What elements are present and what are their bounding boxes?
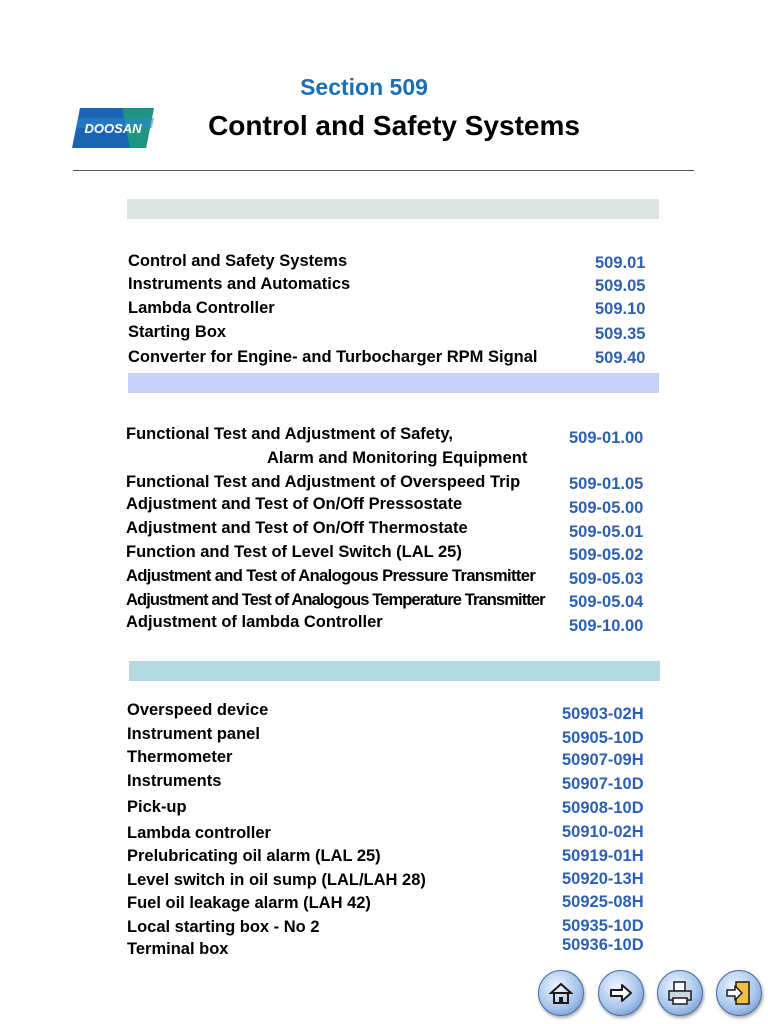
list-item[interactable]: Adjustment and Test of Analogous Temperature Transmitter (126, 591, 545, 609)
list-item-code[interactable]: 50935-10D (562, 917, 644, 935)
list-item-code[interactable]: 509-05.00 (569, 499, 644, 517)
list-item-code[interactable]: 50908-10D (562, 799, 644, 817)
print-button[interactable] (657, 970, 703, 1016)
list-item-code[interactable]: 50920-13H (562, 870, 644, 888)
title-divider (73, 170, 694, 171)
list-item-code[interactable]: 509-01.05 (569, 475, 644, 493)
list-item[interactable]: Adjustment and Test of Analogous Pressure Transmitter (126, 567, 536, 585)
list-item-code[interactable]: 509.05 (595, 277, 646, 295)
list-item[interactable]: Instruments and Automatics (128, 275, 351, 293)
list-item-code[interactable]: 509.10 (595, 300, 646, 318)
section-band-3 (129, 661, 660, 681)
list-item-code[interactable]: 509-01.00 (569, 429, 644, 447)
list-item-code[interactable]: 50936-10D (562, 936, 644, 954)
list-item-code[interactable]: 509.35 (595, 325, 646, 343)
section-label: Section 509 (300, 74, 428, 100)
list-item[interactable]: Starting Box (128, 323, 227, 341)
list-item[interactable]: Level switch in oil sump (LAL/LAH 28) (127, 871, 426, 889)
list-item-code[interactable]: 50905-10D (562, 729, 644, 747)
list-item-continuation[interactable]: Alarm and Monitoring Equipment (267, 449, 528, 467)
list-item-code[interactable]: 50903-02H (562, 705, 644, 723)
list-item[interactable]: Instruments (127, 772, 222, 790)
list-item[interactable]: Thermometer (127, 748, 233, 766)
list-item-code[interactable]: 509.01 (595, 254, 646, 272)
list-item-code[interactable]: 509-05.02 (569, 546, 644, 564)
list-item-code[interactable]: 509.40 (595, 349, 646, 367)
list-item[interactable]: Instrument panel (127, 725, 260, 743)
page-title: Control and Safety Systems (208, 110, 580, 141)
list-item-code[interactable]: 50907-09H (562, 751, 644, 769)
list-item[interactable]: Prelubricating oil alarm (LAL 25) (127, 847, 381, 865)
exit-button[interactable] (716, 970, 762, 1016)
list-item-code[interactable]: 509-10.00 (569, 617, 644, 635)
section-band-1 (127, 199, 659, 219)
doosan-logo (72, 108, 154, 148)
list-item[interactable]: Function and Test of Level Switch (LAL 25) (126, 543, 462, 561)
list-item[interactable]: Fuel oil leakage alarm (LAH 42) (127, 894, 371, 912)
home-icon (547, 979, 575, 1007)
list-item-code[interactable]: 509-05.04 (569, 593, 644, 611)
list-item[interactable]: Adjustment and Test of On/Off Pressostate (126, 495, 463, 513)
next-arrow-icon (607, 979, 635, 1007)
list-item[interactable]: Control and Safety Systems (128, 252, 348, 270)
list-item[interactable]: Adjustment and Test of On/Off Thermostate (126, 519, 468, 537)
exit-icon (725, 979, 753, 1007)
list-item-code[interactable]: 509-05.03 (569, 570, 644, 588)
print-icon (666, 979, 694, 1007)
list-item-code[interactable]: 50910-02H (562, 823, 644, 841)
home-button[interactable] (538, 970, 584, 1016)
list-item-code[interactable]: 509-05.01 (569, 523, 644, 541)
list-item[interactable]: Adjustment of lambda Controller (126, 613, 383, 631)
list-item[interactable]: Functional Test and Adjustment of Overspeed Trip (126, 473, 521, 491)
section-band-2 (128, 373, 659, 393)
list-item[interactable]: Converter for Engine- and Turbocharger RPM Signal (128, 348, 538, 366)
list-item[interactable]: Overspeed device (127, 701, 269, 719)
list-item[interactable]: Local starting box - No 2 (127, 918, 320, 936)
list-item[interactable]: Functional Test and Adjustment of Safety, (126, 425, 453, 443)
list-item-code[interactable]: 50919-01H (562, 847, 644, 865)
list-item-code[interactable]: 50907-10D (562, 775, 644, 793)
list-item[interactable]: Terminal box (127, 940, 229, 958)
next-page-button[interactable] (598, 970, 644, 1016)
list-item[interactable]: Pick-up (127, 798, 187, 816)
logo-text: DOOSAN (84, 121, 142, 136)
list-item-code[interactable]: 50925-08H (562, 893, 644, 911)
list-item[interactable]: Lambda controller (127, 824, 271, 842)
list-item[interactable]: Lambda Controller (128, 299, 275, 317)
